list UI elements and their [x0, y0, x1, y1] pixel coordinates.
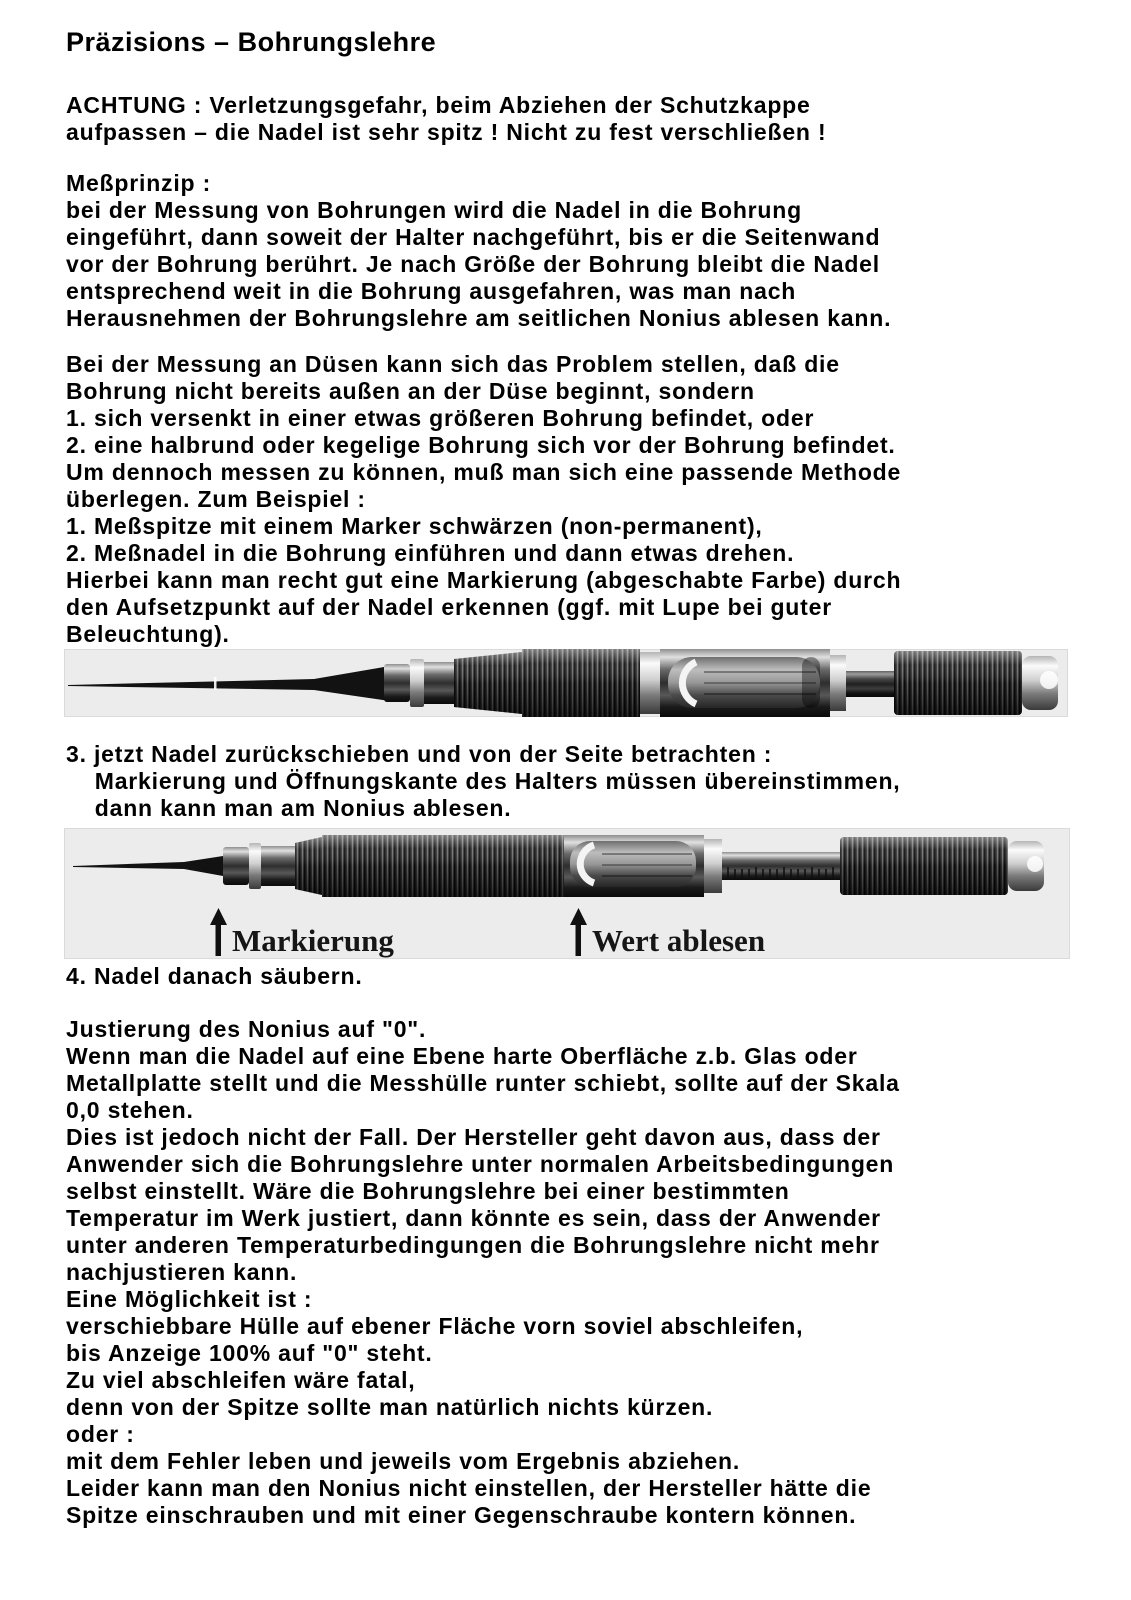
- text-line: Wenn man die Nadel auf eine Ebene harte Oberfläche z.b. Glas oder: [66, 1043, 858, 1069]
- messprinzip-paragraph: [66, 170, 891, 332]
- text-line: 3. jetzt Nadel zurückschieben und von der Seite betrachten :: [66, 741, 773, 767]
- text-line: Bohrung nicht bereits außen an der Düse beginnt, sondern: [66, 378, 755, 404]
- text-line: Spitze einschrauben und mit einer Gegenschraube kontern können.: [66, 1502, 857, 1528]
- text-line: Herausnehmen der Bohrungslehre am seitlichen Nonius ablesen kann.: [66, 305, 892, 331]
- text-line: Metallplatte stellt und die Messhülle runter schiebt, sollte auf der Skala: [66, 1070, 900, 1096]
- text-line: dann kann man am Nonius ablesen.: [66, 795, 512, 821]
- text-line: 1. sich versenkt in einer etwas größeren Bohrung befindet, oder: [66, 405, 815, 431]
- text-line: Beleuchtung).: [66, 621, 230, 647]
- text-line: Leider kann man den Nonius nicht einstellen, der Hersteller hätte die: [66, 1475, 872, 1501]
- page-title: Präzisions – Bohrungslehre: [66, 27, 437, 57]
- text-line: Markierung und Öffnungskante des Halters müssen übereinstimmen,: [66, 768, 901, 794]
- text-line: Eine Möglichkeit ist :: [66, 1286, 313, 1312]
- text-line: Hierbei kann man recht gut eine Markierung (abgeschabte Farbe) durch: [66, 567, 902, 593]
- text-line: selbst einstellt. Wäre die Bohrungslehre bei einer bestimmten: [66, 1178, 790, 1204]
- markierung-label: Markierung: [232, 923, 394, 958]
- text-line: 1. Meßspitze mit einem Marker schwärzen (non-permanent),: [66, 513, 763, 539]
- text-line: Meßprinzip :: [66, 170, 212, 196]
- warning-paragraph: [66, 92, 826, 146]
- step3-paragraph: [66, 741, 901, 822]
- bore-gauge-retracted-image: [64, 835, 1070, 897]
- text-line: bei der Messung von Bohrungen wird die Nadel in die Bohrung: [66, 197, 802, 223]
- text-line: denn von der Spitze sollte man natürlich nichts kürzen.: [66, 1394, 714, 1420]
- step4-paragraph: [66, 963, 363, 990]
- text-line: ACHTUNG : Verletzungsgefahr, beim Abziehen der Schutzkappe: [66, 92, 811, 118]
- text-line: Temperatur im Werk justiert, dann könnte es sein, dass der Anwender: [66, 1205, 881, 1231]
- text-line: vor der Bohrung berührt. Je nach Größe der Bohrung bleibt die Nadel: [66, 251, 880, 277]
- text-line: eingeführt, dann soweit der Halter nachgeführt, bis er die Seitenwand: [66, 224, 881, 250]
- text-line: mit dem Fehler leben und jeweils vom Ergebnis abziehen.: [66, 1448, 741, 1474]
- gauge-photo-needle-retracted: [64, 828, 1070, 959]
- text-line: 0,0 stehen.: [66, 1097, 194, 1123]
- text-line: überlegen. Zum Beispiel :: [66, 486, 366, 512]
- text-line: Zu viel abschleifen wäre fatal,: [66, 1367, 416, 1393]
- text-line: Justierung des Nonius auf "0".: [66, 1016, 427, 1042]
- text-line: entsprechend weit in die Bohrung ausgefahren, was man nach: [66, 278, 797, 304]
- text-line: 4. Nadel danach säubern.: [66, 963, 363, 989]
- text-line: verschiebbare Hülle auf ebener Fläche vorn soviel abschleifen,: [66, 1313, 804, 1339]
- text-line: nachjustieren kann.: [66, 1259, 298, 1285]
- duesen-paragraph: [66, 351, 901, 648]
- justierung-paragraph: [66, 1016, 900, 1529]
- wert-ablesen-label: Wert ablesen: [592, 923, 766, 958]
- text-line: unter anderen Temperaturbedingungen die Bohrungslehre nicht mehr: [66, 1232, 880, 1258]
- text-line: 2. Meßnadel in die Bohrung einführen und dann etwas drehen.: [66, 540, 795, 566]
- up-arrow-icon: [570, 908, 587, 956]
- text-line: bis Anzeige 100% auf "0" steht.: [66, 1340, 433, 1366]
- text-line: den Aufsetzpunkt auf der Nadel erkennen (ggf. mit Lupe bei guter: [66, 594, 832, 620]
- text-line: aufpassen – die Nadel ist sehr spitz ! Nicht zu fest verschließen !: [66, 119, 827, 145]
- text-line: oder :: [66, 1421, 135, 1447]
- bore-gauge-extended-image: [64, 649, 1068, 717]
- text-line: 2. eine halbrund oder kegelige Bohrung sich vor der Bohrung befindet.: [66, 432, 896, 458]
- text-line: Bei der Messung an Düsen kann sich das Problem stellen, daß die: [66, 351, 840, 377]
- up-arrow-icon: [210, 908, 227, 956]
- text-line: Dies ist jedoch nicht der Fall. Der Hersteller geht davon aus, dass der: [66, 1124, 881, 1150]
- text-line: Anwender sich die Bohrungslehre unter normalen Arbeitsbedingungen: [66, 1151, 895, 1177]
- text-line: Um dennoch messen zu können, muß man sich eine passende Methode: [66, 459, 902, 485]
- gauge-photo-needle-extended: [64, 649, 1068, 717]
